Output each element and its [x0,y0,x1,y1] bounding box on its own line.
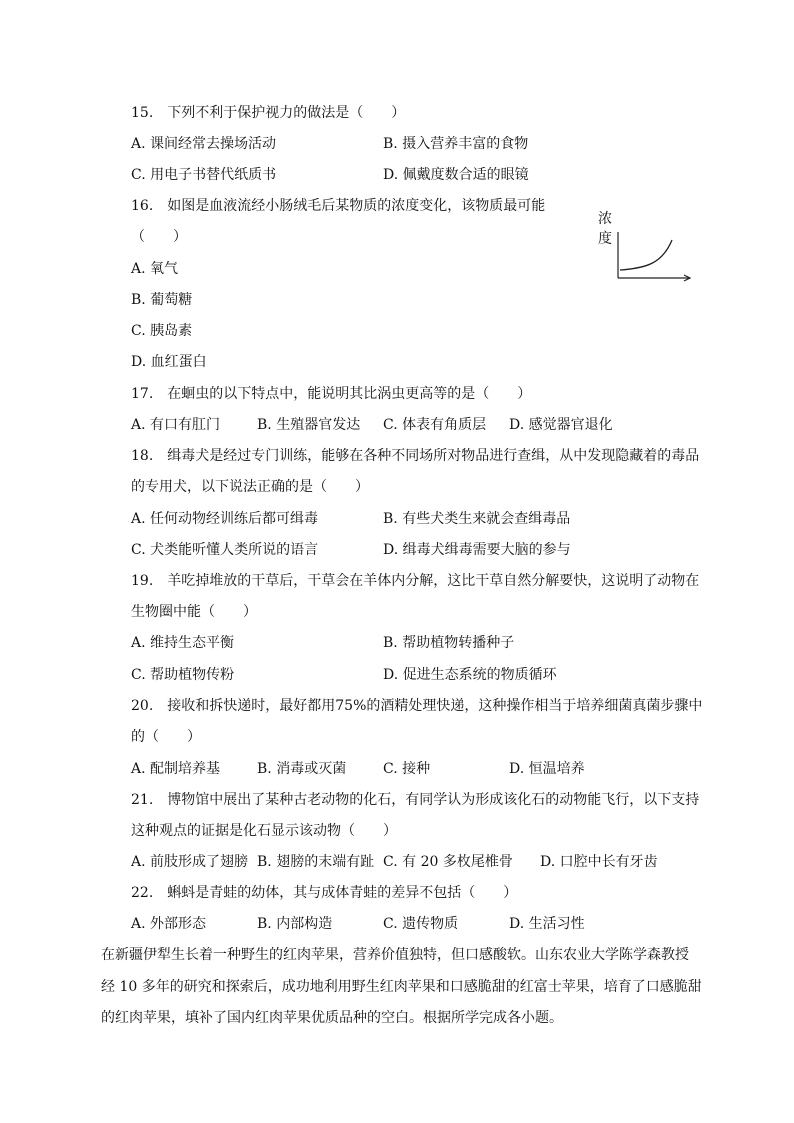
q17-option-b: B. 生殖器官发达 [257,417,361,433]
q16-option-a: A. 氧气 [131,261,179,277]
q15-option-a: A. 课间经常去操场活动 [131,136,277,152]
q20-stem-line1: 20. 接收和拆快递时，最好都用75%的酒精处理快递，这种操作相当于培养细菌真菌步骤中 [131,698,703,714]
q20-stem-line2: 的（ ） [131,729,201,745]
q21-stem-line1: 21. 博物馆中展出了某种古老动物的化石，有同学认为形成该化石的动物能飞行，以下支持 [131,792,700,808]
q20-option-b: B. 消毒或灭菌 [257,761,347,777]
q18-option-c: C. 犬类能听懂人类所说的语言 [131,542,319,558]
q15-stem: 15. 下列不利于保护视力的做法是（ ） [131,105,406,121]
q22-option-b: B. 内部构造 [257,916,333,932]
q22-option-c: C. 遗传物质 [383,916,459,932]
q21-option-d: D. 口腔中长有牙齿 [540,854,658,870]
q17-option-c: C. 体表有角质层 [383,417,487,433]
q20-option-a: A. 配制培养基 [131,761,221,777]
passage-line-3: 的红肉苹果，填补了国内红肉苹果优质品种的空白。根据所学完成各小题。 [101,1010,563,1026]
q21-option-a: A. 前肢形成了翅膀 [131,854,249,870]
q17-option-a: A. 有口有肛门 [131,417,221,433]
q17-option-d: D. 感觉器官退化 [509,417,613,433]
q15-option-d: D. 佩戴度数合适的眼镜 [383,167,529,183]
concentration-graph [594,206,694,286]
q19-option-b: B. 帮助植物转播种子 [383,635,515,651]
q22-stem: 22. 蝌蚪是青蛙的幼体，其与成体青蛙的差异不包括（ ） [131,885,518,901]
q18-stem-line1: 18. 缉毒犬是经过专门训练，能够在各种不同场所对物品进行查缉，从中发现隐藏着的毒品 [131,448,700,464]
q17-stem: 17. 在蛔虫的以下特点中，能说明其比涡虫更高等的是（ ） [131,386,532,402]
graph-ylabel-char1: 浓 [598,211,612,227]
q18-option-b: B. 有些犬类生来就会查缉毒品 [383,511,571,527]
q21-option-c: C. 有 20 多枚尾椎骨 [383,854,513,870]
q18-option-a: A. 任何动物经训练后都可缉毒 [131,511,319,527]
q21-option-b: B. 翅膀的末端有趾 [257,854,375,870]
q19-stem-line1: 19. 羊吃掉堆放的干草后，干草会在羊体内分解，这比干草自然分解要快，这说明了动物在 [131,573,700,589]
q19-option-a: A. 维持生态平衡 [131,635,235,651]
q19-option-c: C. 帮助植物传粉 [131,667,235,683]
q18-stem-line2: 的专用犬，以下说法正确的是（ ） [131,479,369,495]
q15-option-c: C. 用电子书替代纸质书 [131,167,277,183]
graph-concentration-curve [620,240,672,270]
q20-option-d: D. 恒温培养 [509,761,585,777]
q22-option-d: D. 生活习性 [509,916,585,932]
passage-line-1: 在新疆伊犁生长着一种野生的红肉苹果，营养价值独特，但口感酸软。山东农业大学陈学森教授 [101,947,689,963]
q16-blank: （ ） [131,229,187,245]
passage-line-2: 经 10 多年的研究和探索后，成功地利用野生红肉苹果和口感脆甜的红富士苹果，培育了口感脆甜 [101,979,702,995]
q18-option-d: D. 缉毒犬缉毒需要大脑的参与 [383,542,571,558]
graph-plot [594,206,694,286]
q16-option-d: D. 血红蛋白 [131,354,207,370]
q19-stem-line2: 生物圈中能（ ） [131,604,257,620]
graph-ylabel-char2: 度 [598,231,612,247]
q15-option-b: B. 摄入营养丰富的食物 [383,136,529,152]
q19-option-d: D. 促进生态系统的物质循环 [383,667,557,683]
q16-stem: 16. 如图是血液流经小肠绒毛后某物质的浓度变化，该物质最可能 [131,198,546,214]
q16-option-c: C. 胰岛素 [131,323,193,339]
q16-option-b: B. 葡萄糖 [131,292,193,308]
q20-option-c: C. 接种 [383,761,431,777]
q22-option-a: A. 外部形态 [131,916,207,932]
q21-stem-line2: 这种观点的证据是化石显示该动物（ ） [131,823,397,839]
